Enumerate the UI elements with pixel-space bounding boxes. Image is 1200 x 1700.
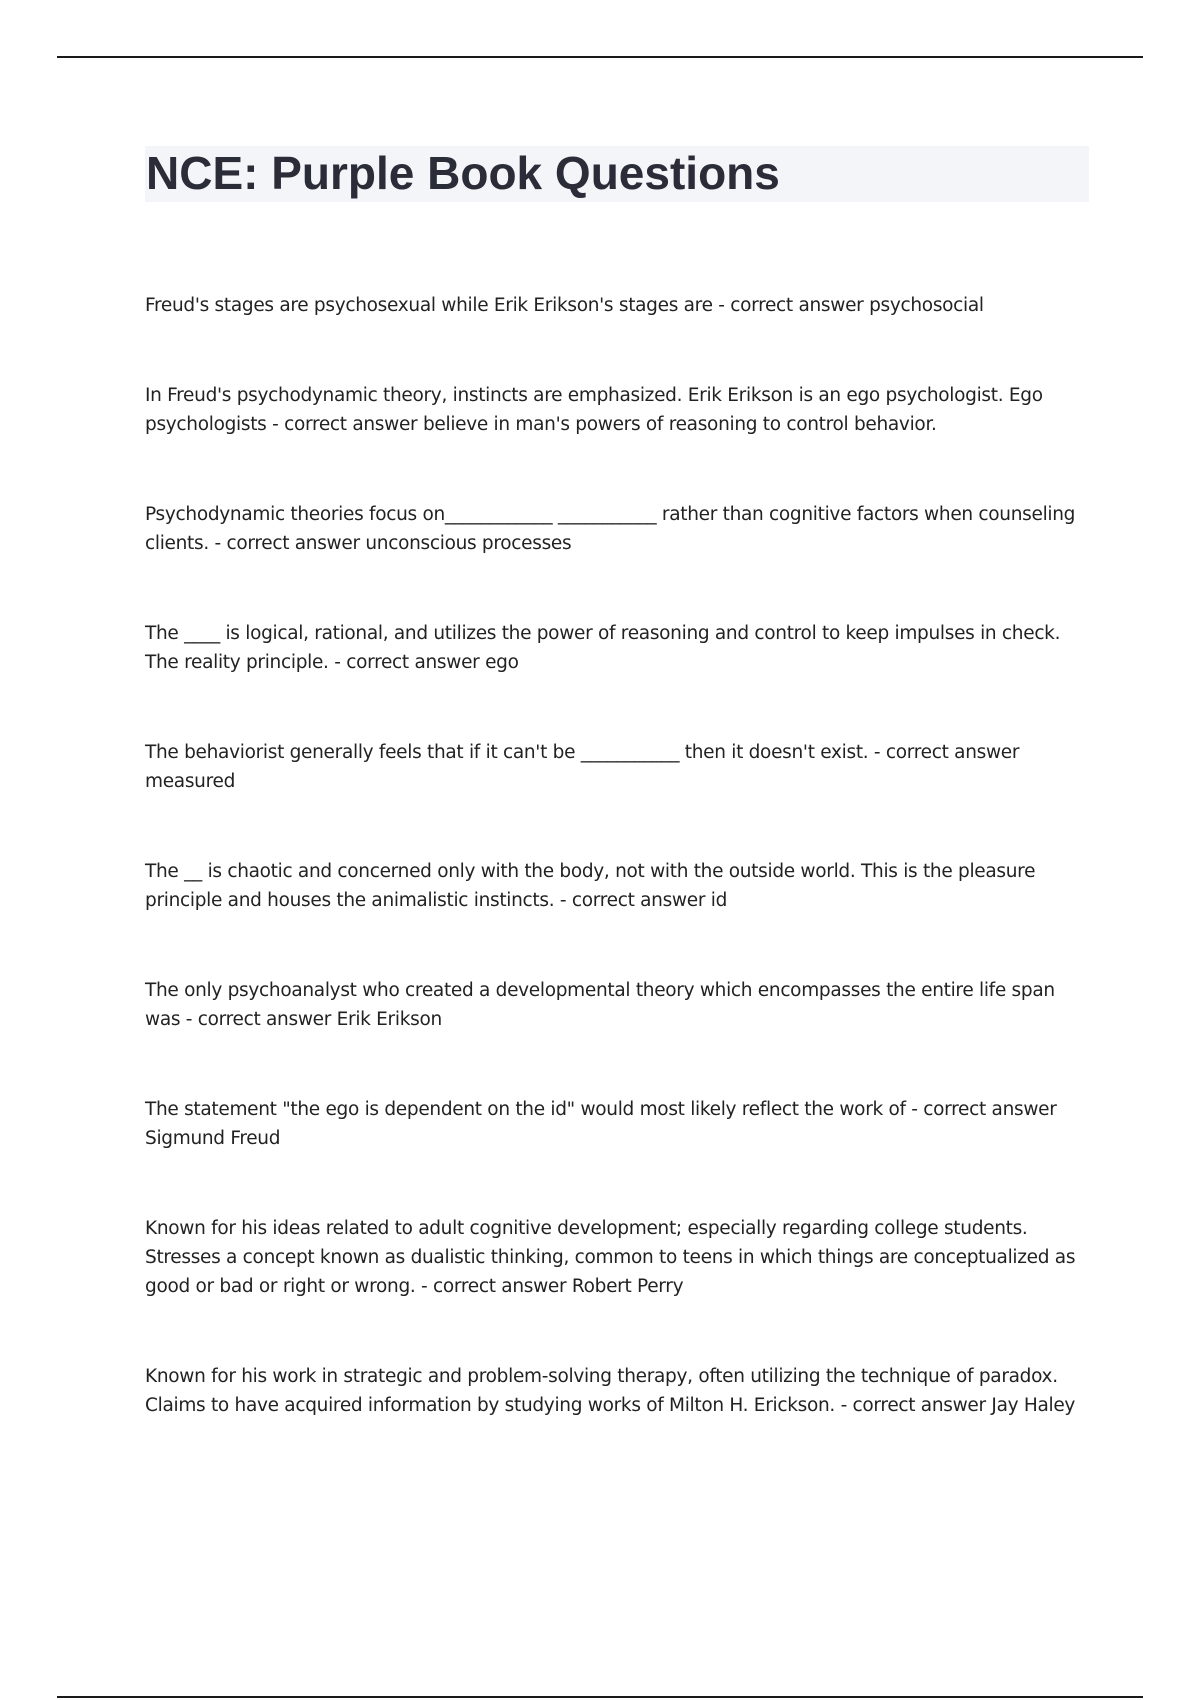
answer-label: correct answer [885, 742, 1020, 763]
answer-text: unconscious processes [365, 533, 572, 554]
qa-list [145, 291, 1090, 1481]
qa-item [145, 857, 1090, 915]
answer-label: correct answer [197, 1009, 332, 1030]
answer-text: Robert Perry [571, 1276, 684, 1297]
qa-item [145, 619, 1090, 677]
answer-text: Jay Haley [991, 1395, 1076, 1416]
page-title: NCE: Purple Book Questions [146, 147, 780, 199]
qa-item [145, 738, 1090, 796]
top-divider [57, 56, 1143, 58]
qa-item [145, 291, 1090, 320]
answer-label: correct answer [284, 414, 418, 435]
qa-item [145, 1095, 1090, 1153]
answer-label: correct answer [730, 295, 864, 316]
bottom-divider [57, 1696, 1143, 1698]
question-text: The behaviorist generally feels that if it can't be ___________ then it doesn't exist. - [145, 742, 881, 763]
qa-item [145, 381, 1090, 439]
question-text: In Freud's psychodynamic theory, instincts are emphasized. Erik Erikson is an ego psychologist. Ego psychologists - [145, 385, 1043, 435]
qa-item [145, 500, 1090, 558]
answer-label: correct answer [346, 652, 480, 673]
question-text: The ____ is logical, rational, and utilizes the power of reasoning and control to keep impulses in check. The reality principle. - [145, 623, 1061, 673]
answer-text: ego [485, 652, 519, 673]
answer-text: Erik Erikson [336, 1009, 442, 1030]
answer-label: correct answer [433, 1276, 567, 1297]
question-text: Known for his work in strategic and problem-solving therapy, often utilizing the technique of paradox. Claims to have acquired information by studying works of Milton H. Erickson. - [145, 1366, 1058, 1416]
question-text: The __ is chaotic and concerned only with the body, not with the outside world. This is the pleasure principle and houses the animalistic instincts. - [145, 861, 1036, 911]
qa-item [145, 1362, 1090, 1420]
question-text: The only psychoanalyst who created a developmental theory which encompasses the entire life span was - [145, 980, 1055, 1030]
question-text: Known for his ideas related to adult cognitive development; especially regarding college students. Stresses a concept known as dualistic thinking, common to teens in which things are conceptualized as good or bad or right or wrong. - [145, 1218, 1076, 1297]
answer-text: id [710, 890, 728, 911]
question-text: Psychodynamic theories focus on____________ ___________ rather than cognitive factors when counseling clients. - [145, 504, 1076, 554]
question-text: Freud's stages are psychosexual while Erik Erikson's stages are - [145, 295, 725, 316]
answer-label: correct answer [226, 533, 360, 554]
qa-item [145, 976, 1090, 1034]
answer-text: measured [145, 771, 236, 792]
question-text: The statement "the ego is dependent on the id" would most likely reflect the work of - [145, 1099, 918, 1120]
answer-label: correct answer [923, 1099, 1057, 1120]
qa-item [145, 1214, 1090, 1301]
answer-text: psychosocial [869, 295, 984, 316]
answer-text: Sigmund Freud [145, 1128, 281, 1149]
answer-label: correct answer [852, 1395, 986, 1416]
answer-text: believe in man's powers of reasoning to control behavior. [422, 414, 937, 435]
answer-label: correct answer [571, 890, 706, 911]
